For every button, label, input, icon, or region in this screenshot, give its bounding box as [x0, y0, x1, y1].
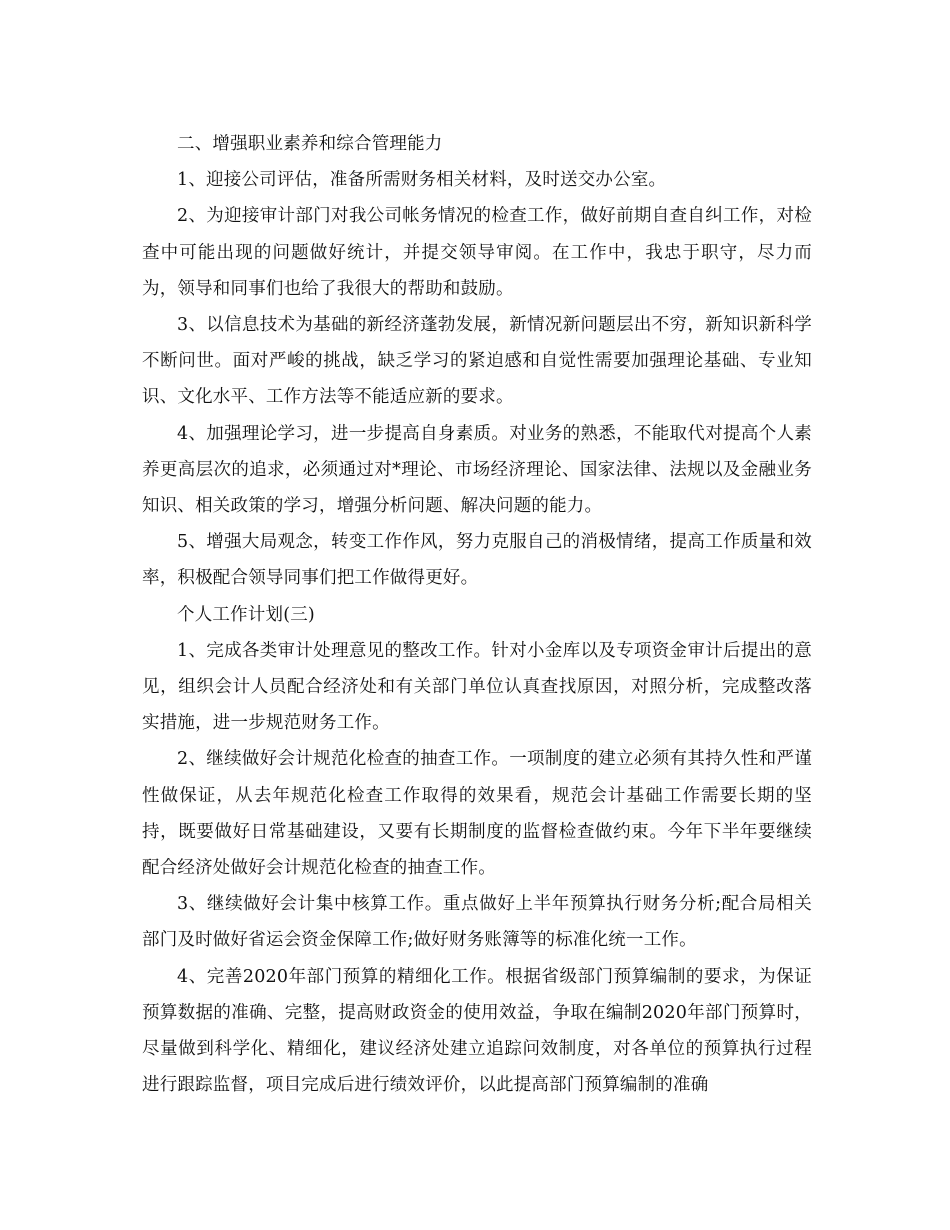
paragraph-3: 3、以信息技术为基础的新经济蓬勃发展，新情况新问题层出不穷，新知识新科学不断问世。面对严峻的挑战，缺乏学习的紧迫感和自觉性需要加强理论基础、专业知识、文化水平、工作方法等不能适应新的要求。 — [142, 315, 812, 408]
plan-heading: 个人工作计划(三) — [177, 604, 315, 625]
plan-item-4: 4、完善2020年部门预算的精细化工作。根据省级部门预算编制的要求，为保证预算数据的准确、完整，提高财政资金的使用效益，争取在编制2020年部门预算时，尽量做到科学化、精细化，建议经济处建立追踪问效制度，对各单位的预算执行过程进行跟踪监督，项目完成后进行绩效评价，以此提高部门预算编制的准确 — [142, 966, 812, 1096]
plan-item-1: 1、完成各类审计处理意见的整改工作。针对小金库以及专项资金审计后提出的意见，组织会计人员配合经济处和有关部门单位认真查找原因，对照分析，完成整改落实措施，进一步规范财务工作。 — [142, 640, 812, 734]
section-heading: 二、增强职业素养和综合管理能力 — [177, 134, 443, 154]
plan-item-3: 3、继续做好会计集中核算工作。重点做好上半年预算执行财务分析;配合局相关部门及时做好省运会资金保障工作;做好财务账簿等的标准化统一工作。 — [142, 894, 812, 951]
paragraph-1: 1、迎接公司评估，准备所需财务相关材料，及时送交办公室。 — [177, 170, 667, 191]
paragraph-4: 4、加强理论学习，进一步提高自身素质。对业务的熟悉，不能取代对提高个人素养更高层次的追求，必须通过对*理论、市场经济理论、国家法律、法规以及金融业务知识、相关政策的学习，增强分析问题、解决问题的能力。 — [142, 423, 812, 517]
paragraph-2: 2、为迎接审计部门对我公司帐务情况的检查工作，做好前期自查自纠工作，对检查中可能出现的问题做好统计，并提交领导审阅。在工作中，我忠于职守，尽力而为，领导和同事们也给了我很大的帮助和鼓励。 — [142, 206, 812, 299]
plan-item-2: 2、继续做好会计规范化检查的抽查工作。一项制度的建立必须有其持久性和严谨性做保证，从去年规范化检查工作取得的效果看，规范会计基础工作需要长期的坚持，既要做好日常基础建设，又要有长期制度的监督检查做约束。今年下半年要继续配合经济处做好会计规范化检查的抽查工作。 — [142, 749, 812, 879]
paragraph-5: 5、增强大局观念，转变工作作风，努力克服自己的消极情绪，提高工作质量和效率，积极配合领导同事们把工作做得更好。 — [142, 532, 812, 589]
document-body — [142, 126, 812, 1103]
